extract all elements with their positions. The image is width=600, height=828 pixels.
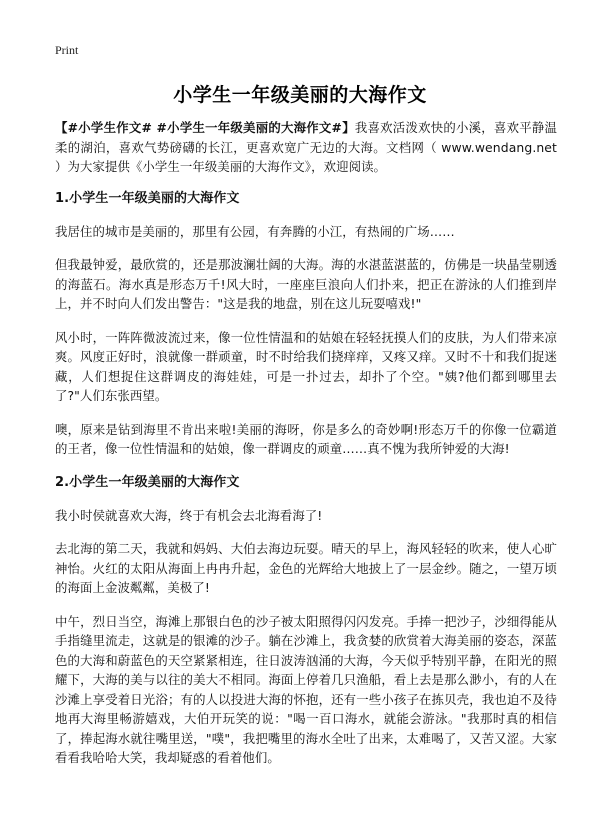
body-paragraph: 中午，烈日当空，海滩上那银白色的沙子被太阳照得闪闪发亮。手捧一把沙子，沙细得能从手指缝里流走，这就是的银滩的沙子。躺在沙滩上，我贪婪的欣赏着大海美丽的姿态，深蓝色的大海和蔚蓝色的天空紧紧相连，往日波涛汹涌的大海，今天似乎特别平静，在阳光的照耀下，大海的美与以往的美大不相同。海面上停着几只渔船，看上去是那么渺小，有的人在沙滩上享受着日光浴；有的人以投进大海的怀抱，还有一些小孩子在拣贝壳，我也迫不及待地再大海里畅游嬉戏，大伯开玩笑的说："喝一百口海水，就能会游泳。"我那时真的相信了，捧起海水就往嘴里送，"噗"，我把嘴里的海水全吐了出来，太难喝了，又苦又涩。大家看看我哈哈大笑，我却疑惑的看着他们。 <box>55 613 557 765</box>
intro-text: 我喜欢活泼欢快的小溪，喜欢平静温柔的湖泊，喜欢气势磅礴的长江，更喜欢宽广无边的大海。文档网（ www.wendang.net ）为大家提供《小学生一年级美丽的大海作文》，欢迎阅读。 <box>55 120 557 174</box>
document-title: 小学生一年级美丽的大海作文 <box>173 84 427 106</box>
print-label: Print <box>55 43 79 57</box>
intro-paragraph <box>55 118 557 177</box>
body-paragraph: 我小时侯就喜欢大海，终于有机会去北海看海了! <box>55 507 323 523</box>
body-paragraph: 但我最钟爱，最欣赏的，还是那波澜壮阔的大海。海的水湛蓝湛蓝的，仿佛是一块晶莹剔透的海蓝石。海水真是形态万千!风大时，一座座巨浪向人们扑来，把正在游泳的人们推到岸上，并不时向人们发出警告："这是我的地盘，别在这儿玩耍嘻戏!" <box>55 257 557 311</box>
document-body <box>55 118 557 768</box>
body-paragraph: 我居住的城市是美丽的，那里有公园，有奔腾的小江，有热闹的广场…… <box>55 223 455 239</box>
body-paragraph: 噢，原来是钻到海里不肯出来啦!美丽的海呀，你是多么的奇妙啊!形态万千的你像一位霸道的王者，像一位性情温和的姑娘，像一群调皮的顽童……真不愧为我所钟爱的大海! <box>55 421 557 456</box>
body-paragraph: 风小时，一阵阵微波流过来，像一位性情温和的姑娘在轻轻抚摸人们的皮肤，为人们带来凉爽。风度正好时，浪就像一群顽童，时不时给我们挠痒痒，又疼又痒。又时不十和我们捉迷藏，人们想捉住这群调皮的海娃娃，可是一扑过去，却扑了个空。"姨?他们都到哪里去了?"人们东张西望。 <box>55 329 557 403</box>
section-heading: 2.小学生一年级美丽的大海作文 <box>55 474 240 490</box>
body-paragraph: 去北海的第二天，我就和妈妈、大伯去海边玩耍。晴天的早上，海风轻轻的吹来，使人心旷神怡。火红的太阳从海面上冉冉升起，金色的光辉给大地披上了一层金纱。随之，一望万顷的海面上金波粼粼，美极了! <box>55 541 557 595</box>
intro-tagline: 【#小学生作文# #小学生一年级美丽的大海作文#】 <box>55 120 355 135</box>
section-heading: 1.小学生一年级美丽的大海作文 <box>55 190 240 206</box>
